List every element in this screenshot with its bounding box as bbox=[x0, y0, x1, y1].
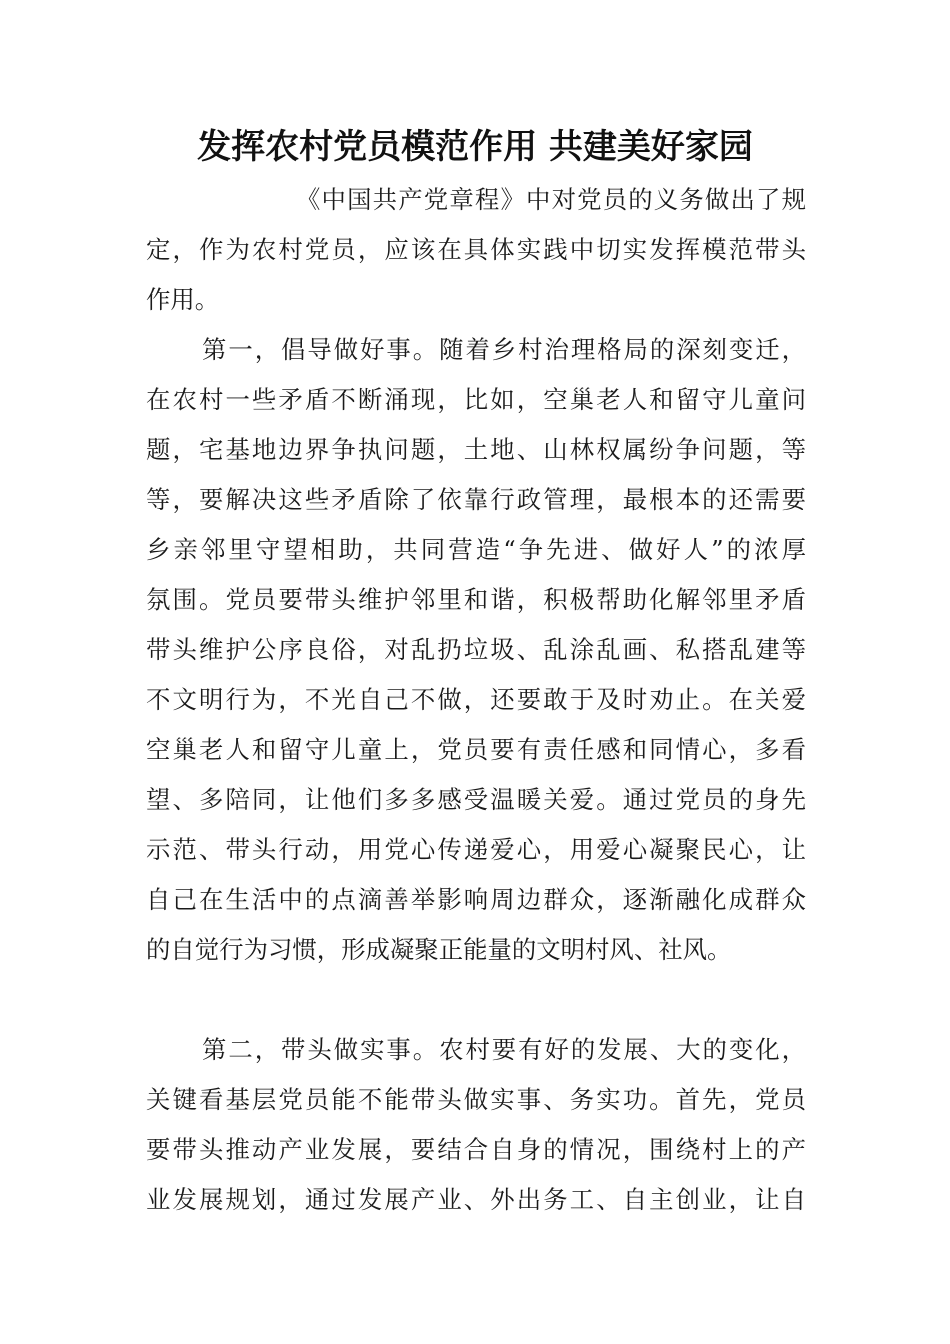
paragraph-2-line-6: 氛围。党员要带头维护邻里和谐，积极帮助化解邻里矛盾 bbox=[146, 585, 806, 614]
paragraph-1-line-2: 定，作为农村党员，应该在具体实践中切实发挥模范带头 bbox=[146, 235, 806, 264]
paragraph-2-line-12: 自己在生活中的点滴善举影响周边群众，逐渐融化成群众 bbox=[146, 885, 806, 914]
paragraph-3-line-2: 关键看基层党员能不能带头做实事、务实功。首先，党员 bbox=[146, 1085, 806, 1114]
paragraph-2-line-10: 望、多陪同，让他们多多感受温暖关爱。通过党员的身先 bbox=[146, 785, 806, 814]
paragraph-3-line-1: 第二，带头做实事。农村要有好的发展、大的变化， bbox=[202, 1035, 806, 1064]
paragraph-1-line-1: 《中国共产党章程》中对党员的义务做出了规 bbox=[296, 185, 806, 214]
paragraph-2-line-2: 在农村一些矛盾不断涌现，比如，空巢老人和留守儿童问 bbox=[146, 385, 806, 414]
paragraph-2-line-9: 空巢老人和留守儿童上，党员要有责任感和同情心，多看 bbox=[146, 735, 806, 764]
paragraph-2-line-11: 示范、带头行动，用党心传递爱心，用爱心凝聚民心，让 bbox=[146, 835, 806, 864]
document-title: 发挥农村党员模范作用 共建美好家园 bbox=[197, 127, 753, 167]
paragraph-2-line-8: 不文明行为，不光自己不做，还要敢于及时劝止。在关爱 bbox=[146, 685, 806, 714]
paragraph-3-line-4: 业发展规划，通过发展产业、外出务工、自主创业，让自 bbox=[146, 1185, 806, 1214]
paragraph-2-line-13: 的自觉行为习惯，形成凝聚正能量的文明村风、社风。 bbox=[146, 935, 732, 964]
paragraph-2-line-1: 第一，倡导做好事。随着乡村治理格局的深刻变迁， bbox=[202, 335, 806, 364]
paragraph-2-line-3: 题，宅基地边界争执问题，土地、山林权属纷争问题，等 bbox=[146, 435, 806, 464]
paragraph-2-line-5: 乡亲邻里守望相助，共同营造“争先进、做好人”的浓厚 bbox=[146, 535, 806, 564]
paragraph-1-line-3: 作用。 bbox=[146, 285, 220, 314]
paragraph-3-line-3: 要带头推动产业发展，要结合自身的情况，围绕村上的产 bbox=[146, 1135, 806, 1164]
paragraph-2-line-4: 等，要解决这些矛盾除了依靠行政管理，最根本的还需要 bbox=[146, 485, 806, 514]
paragraph-2-line-7: 带头维护公序良俗，对乱扔垃圾、乱涂乱画、私搭乱建等 bbox=[146, 635, 806, 664]
